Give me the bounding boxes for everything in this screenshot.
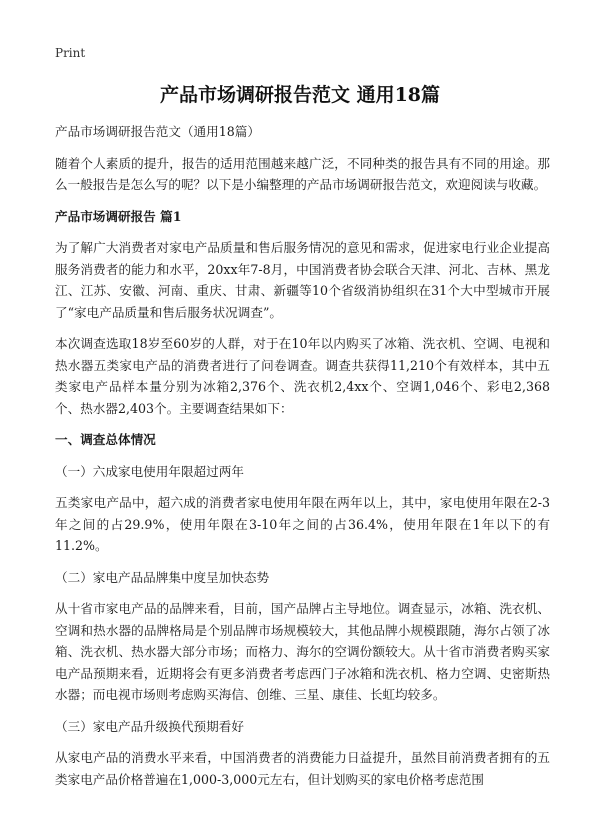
heading-survey-overview: 一、调查总体情况 [55,432,156,447]
paragraph: 五类家电产品中，超六成的消费者家电使用年限在两年以上，其中，家电使用年限在2-3年之间的占29.9%，使用年限在3-10年之间的占36.4%，使用年限在1年以下的有11.2%。 [55,495,550,553]
subheading: （一）六成家电使用年限超过两年 [55,463,244,479]
document-subtitle: 产品市场调研报告范文（通用18篇） [55,124,260,139]
subheading: （二）家电产品品牌集中度呈加快态势 [55,569,270,585]
paragraph: 本次调查选取18岁至60岁的人群，对于在10年以内购买了冰箱、洗衣机、空调、电视和热水器五类家电产品的消费者进行了问卷调查。调查共获得11,210个有效样本，其中五类家电产品样本量分别为冰箱2,376个、洗衣机2,4xx个、空调1,046个、彩电2,368个、热水器2,403个。主要调查结果如下： [55,336,550,416]
page-title: 产品市场调研报告范文 通用18篇 [159,84,441,106]
section-title: 产品市场调研报告 篇1 [55,208,182,224]
subheading: （三）家电产品升级换代预期看好 [55,718,244,734]
paragraph: 从十省市家电产品的品牌来看，目前，国产品牌占主导地位。调查显示，冰箱、洗衣机、空调和热水器的品牌格局是个别品牌市场规模较大，其他品牌小规模跟随，海尔占领了冰箱、洗衣机、热水器大部分市场；而格力、海尔的空调份额较大。从十省市消费者购买家电产品预期来看，近期将会有更多消费者考虑西门子冰箱和洗衣机、格力空调、史密斯热水器；而电视市场则考虑购买海信、创维、三星、康佳、长虹均较多。 [55,601,550,702]
document-body [55,121,550,800]
paragraph: 从家电产品的消费水平来看，中国消费者的消费能力日益提升，虽然目前消费者拥有的五类家电产品价格普遍在1,000-3,000元左右，但计划购买的家电价格考虑范围 [55,750,550,787]
intro-paragraph: 随着个人素质的提升，报告的适用范围越来越广泛，不同种类的报告具有不同的用途。那么一般报告是怎么写的呢？以下是小编整理的产品市场调研报告范文，欢迎阅读与收藏。 [55,155,550,192]
paragraph: 为了解广大消费者对家电产品质量和售后服务情况的意见和需求，促进家电行业企业提高服务消费者的能力和水平，20xx年7-8月，中国消费者协会联合天津、河北、吉林、黑龙江、江苏、安徽、河南、重庆、甘肃、新疆等10个省级消协组织在31个大中型城市开展了“家电产品质量和售后服务状况调查”。 [55,240,550,320]
print-label: Print [55,46,86,60]
